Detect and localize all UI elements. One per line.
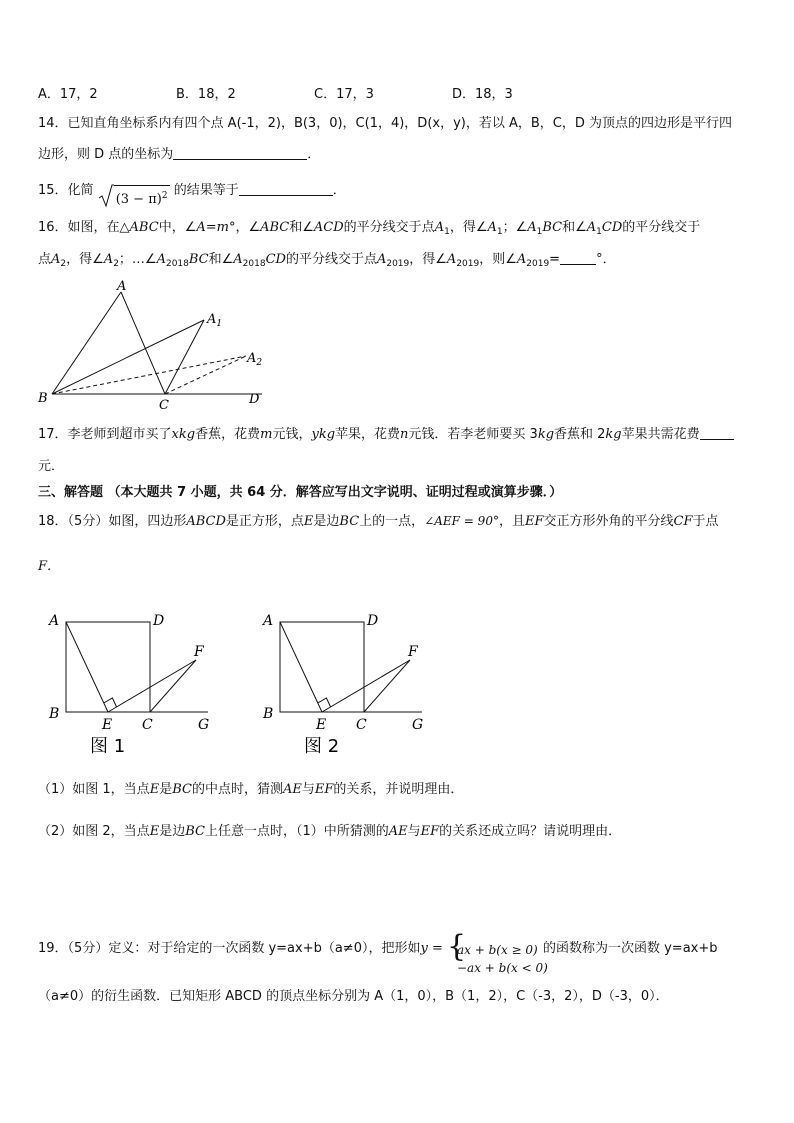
line-cf: [150, 660, 196, 712]
q15-line: [38, 182, 346, 208]
q19-case2: −ax + b(x < 0): [456, 960, 548, 975]
choice-b: B．18，2: [176, 87, 236, 102]
q18-text: （1）如图 1，当点: [38, 782, 150, 797]
q16-a1: A: [586, 220, 597, 235]
line-ef: [322, 660, 410, 712]
q17-answer-blank[interactable]: [700, 426, 734, 440]
line-ca2: [165, 356, 246, 394]
q16-bc: BC: [188, 252, 209, 267]
label-g: G: [412, 717, 424, 733]
q16-text: 中，∠: [158, 220, 197, 235]
q18-bc: BC: [172, 782, 192, 797]
q16-answer-blank[interactable]: [560, 251, 596, 265]
q17-text: 苹果共需花费: [621, 427, 700, 442]
q16-text: 和∠: [208, 252, 234, 267]
label-a1-letter: A: [207, 312, 217, 327]
q16-text: 的平分线交于点: [285, 252, 377, 267]
q16-a2018: A: [156, 252, 166, 267]
q16-a1: A: [527, 220, 537, 235]
figure-caption-2: 图 2: [304, 736, 340, 757]
q14-answer-blank[interactable]: [173, 146, 307, 160]
q18-e: E: [149, 824, 160, 839]
q18-text: 的关系还成立吗？请说明理由．: [439, 824, 622, 839]
q18-text: 是: [159, 782, 173, 797]
section-3-header: [38, 484, 562, 502]
line-ca1: [165, 320, 204, 394]
label-a: A: [117, 280, 127, 294]
q19-case1: ax + b(x ≥ 0): [456, 942, 538, 957]
q18-line1: [38, 512, 718, 531]
q18-text: 18．（5分）如图，四边形: [38, 514, 187, 529]
choice-c: C．17，3: [314, 87, 374, 102]
line-ba1: [52, 320, 204, 394]
q16-text: 的平分线交于: [622, 220, 701, 235]
q16-a2019: A: [516, 252, 527, 267]
figure-16: [34, 280, 274, 410]
q18-text: 上的一点，: [359, 514, 425, 529]
q18-text: 的中点时，猜测: [191, 782, 283, 797]
right-angle-mark: [318, 698, 331, 707]
q19-text: 的函数称为一次函数 y=ax+b: [542, 941, 718, 956]
line-ba: [52, 292, 121, 394]
sqrt-expression: [98, 186, 170, 208]
label-a1-sub: 1: [216, 319, 223, 329]
q19-line2: （a≠0）的衍生函数．已知矩形 ABCD 的顶点坐标分别为 A（1，0），B（1，2），C（-3，2），D（-3，0）．: [38, 989, 669, 1004]
q18-ef: EF: [420, 824, 440, 839]
q16-sub: 2: [113, 259, 119, 269]
q18-part1: [38, 781, 463, 799]
q18-text: 是边: [313, 514, 340, 529]
q18-ae: AE: [388, 824, 408, 839]
right-angle-mark: [104, 698, 117, 707]
q18-text: 与: [301, 782, 315, 797]
q16-line1: [38, 219, 700, 241]
q15-end: ．: [332, 183, 346, 198]
q18-text: ，且: [498, 514, 525, 529]
section-3-title: 三、解答题: [38, 485, 104, 500]
q17-kg: kg: [318, 427, 336, 442]
left-brace-icon: {: [446, 928, 467, 964]
line-cf: [364, 660, 410, 712]
q18-text: 的关系，并说明理由．: [333, 782, 464, 797]
figure-18-2: [258, 608, 448, 758]
label-b: B: [263, 706, 274, 722]
choice-d: D．18，3: [452, 87, 513, 102]
figure-18-1: [44, 608, 234, 758]
q17-kg: kg: [537, 427, 555, 442]
q14-line2: [38, 146, 320, 164]
q16-a2019: A: [446, 252, 457, 267]
q14-line1: 14．已知直角坐标系内有四个点 A(-1，2)，B(3，0)，C(1，4)，D(x，y)，若以 A，B，C，D 为顶点的四边形是平行四: [38, 116, 733, 131]
q19-piecewise: [446, 928, 548, 975]
q16-abc: ABC: [129, 220, 159, 235]
q17-text: 香蕉，花费: [195, 427, 261, 442]
line-ae: [280, 622, 322, 712]
q16-text: ，得∠: [66, 252, 104, 267]
q16-a2: A: [51, 252, 61, 267]
q16-sub: 2019: [456, 259, 480, 269]
q16-sub: 2018: [242, 259, 266, 269]
q19-line1: [38, 928, 718, 975]
label-a: A: [263, 613, 274, 629]
label-a2-letter: A: [247, 351, 257, 366]
q18-text: （2）如图 2，当点: [38, 824, 150, 839]
q18-bc: BC: [339, 514, 360, 529]
q17-text: 香蕉和 2: [554, 427, 606, 442]
q18-text: 交正方形外角的平分线: [543, 514, 674, 529]
q16-end: ．: [602, 252, 616, 267]
q18-e: E: [303, 514, 314, 529]
q16-text: ；∠: [502, 220, 528, 235]
label-f: F: [194, 644, 204, 660]
q16-sub: 1: [536, 227, 543, 237]
q16-angle-a: A=m°: [196, 220, 236, 235]
line-ae: [66, 622, 108, 712]
q15-prefix: 15．化简: [38, 183, 94, 198]
label-a1: [206, 312, 222, 329]
q17-y: y: [311, 427, 319, 442]
q18-ef: EF: [314, 782, 334, 797]
label-b: B: [38, 391, 48, 406]
q16-cd: CD: [265, 252, 286, 267]
line-ba2: [52, 356, 246, 394]
label-b: B: [49, 706, 60, 722]
label-e: E: [102, 717, 113, 733]
q18-text: 是正方形，点: [225, 514, 304, 529]
q16-sub: 2018: [165, 259, 189, 269]
q15-exponent: 2: [161, 191, 168, 201]
q16-sub: 1: [496, 227, 503, 237]
q19-y-equals: y =: [420, 941, 443, 956]
label-d: D: [153, 613, 165, 629]
figure-caption-1: 图 1: [90, 736, 126, 757]
q18-text: 于点: [692, 514, 719, 529]
square-abcd: [66, 622, 150, 712]
q17-text: 17．李老师到超市买了: [38, 427, 172, 442]
q16-sub: 2019: [526, 259, 550, 269]
q15-radicand: (3 − π): [115, 192, 162, 207]
q17-line2: 元．: [38, 459, 65, 474]
q16-a2019: A: [376, 252, 387, 267]
q16-text: 和∠: [289, 220, 314, 235]
q16-text: 和∠: [562, 220, 587, 235]
q17-text: 元钱，: [272, 427, 312, 442]
q16-text: ，∠: [235, 220, 261, 235]
q14-text: 边形，则 D 点的坐标为: [38, 147, 174, 162]
q17-text: 苹果，花费: [335, 427, 401, 442]
label-c: C: [142, 717, 153, 733]
q19-text: 19．（5分）定义：对于给定的一次函数 y=ax+b（a≠0），把形如: [38, 941, 421, 956]
q17-line1: [38, 426, 734, 444]
q18-text: 与: [407, 824, 421, 839]
q18-line2: F．: [38, 559, 61, 574]
label-a: A: [49, 613, 60, 629]
q17-x: x: [171, 427, 179, 442]
label-d: D: [249, 392, 260, 407]
q16-sub: 2: [60, 259, 67, 269]
q16-sub: 1: [596, 227, 602, 237]
label-f: F: [408, 644, 418, 660]
label-a2: [246, 351, 262, 368]
label-a2-sub: 2: [256, 358, 263, 368]
q18-angle: ∠AEF = 90°: [424, 514, 499, 528]
q17-text: 元钱．若李老师要买 3: [408, 427, 538, 442]
q16-bc: BC: [542, 220, 563, 235]
q15-suffix: 的结果等于: [173, 183, 239, 198]
q18-abcd: ABCD: [186, 514, 226, 529]
q16-line2: [38, 251, 616, 273]
sqrt-radical-icon: [98, 184, 114, 208]
q17-kg: kg: [178, 427, 196, 442]
q18-ef: EF: [524, 514, 544, 529]
q16-text: ，则∠: [479, 252, 517, 267]
q16-text: ；…∠: [118, 252, 157, 267]
line-ef: [108, 660, 196, 712]
q18-e: E: [149, 782, 160, 797]
q18-text: 上任意一点时，（1）中所猜测的: [204, 824, 389, 839]
q18-ae: AE: [282, 782, 302, 797]
section-3-note: （本大题共 7 小题，共 64 分．解答应写出文字说明、证明过程或演算步骤．）: [107, 485, 563, 500]
label-d: D: [367, 613, 379, 629]
q15-answer-blank[interactable]: [239, 182, 333, 196]
q17-n: n: [400, 427, 409, 442]
q16-acd: ACD: [313, 220, 344, 235]
q16-a2018: A: [233, 252, 243, 267]
q16-text: 16．如图，在△: [38, 220, 130, 235]
q16-degree: °: [596, 252, 603, 267]
q16-text: ，得∠: [409, 252, 447, 267]
q16-a2: A: [103, 252, 114, 267]
square-abcd: [280, 622, 364, 712]
q18-text: 是边: [159, 824, 186, 839]
q16-text: 的平分线交于点: [343, 220, 435, 235]
q16-abc: ABC: [260, 220, 290, 235]
q14-end: ．: [307, 147, 321, 162]
q18-part2: [38, 823, 621, 841]
q16-sub: 1: [444, 227, 450, 237]
q16-a1: A: [487, 220, 497, 235]
label-c: C: [356, 717, 367, 733]
q16-cd: CD: [601, 220, 623, 235]
q16-text: ，得∠: [449, 220, 488, 235]
q17-kg: kg: [605, 427, 622, 442]
label-g: G: [198, 717, 210, 733]
label-e: E: [316, 717, 327, 733]
q16-a1: A: [434, 220, 445, 235]
choice-a: A．17，2: [38, 87, 98, 102]
q16-text: =: [549, 252, 561, 267]
q17-m: m: [260, 427, 273, 442]
q16-sub: 2019: [386, 259, 410, 269]
q18-cf: CF: [673, 514, 693, 529]
q18-bc: BC: [185, 824, 205, 839]
q16-text: 点: [38, 252, 52, 267]
label-c: C: [159, 398, 169, 410]
